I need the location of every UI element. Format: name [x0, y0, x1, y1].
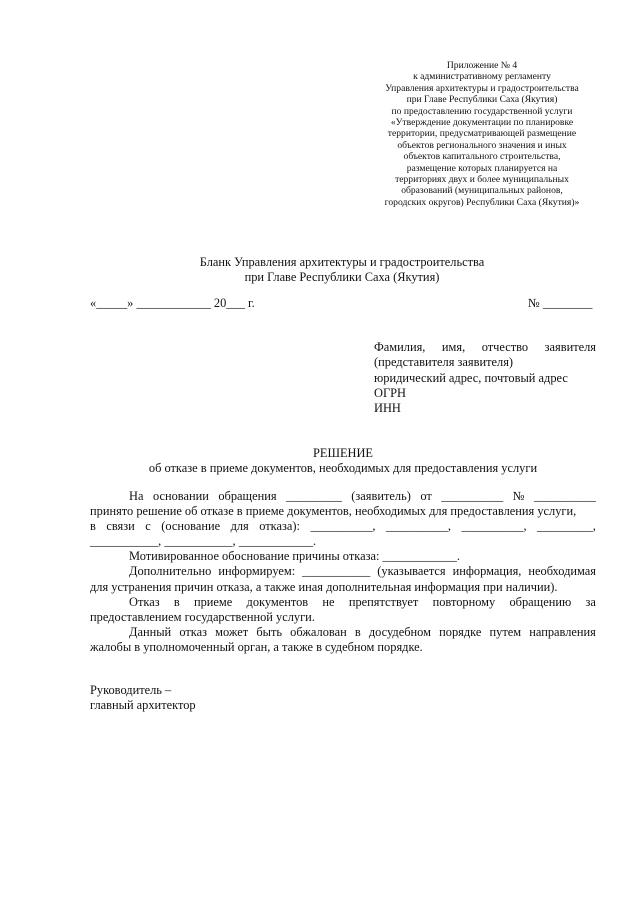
paragraph-1-line-4: ___________, ___________, ____________.	[90, 534, 317, 549]
word: __________	[441, 489, 504, 503]
appendix-line: Управления архитектуры и градостроительства	[385, 82, 579, 94]
word: (указывается	[377, 564, 446, 579]
signature-block	[90, 683, 196, 714]
paragraph-1-line-1	[90, 489, 596, 504]
word: связи	[106, 519, 135, 534]
word: _________	[286, 489, 342, 503]
word: __________	[534, 489, 596, 503]
appendix-line: образований (муниципальных районов,	[401, 185, 563, 197]
decision-subtitle: об отказе в приеме документов, необходимых для предоставления услуги	[148, 461, 538, 475]
word: не	[322, 594, 335, 609]
paragraph-3-line-2: для устранения причин отказа, а также иная дополнительная информация при наличии).	[90, 579, 558, 594]
word: от	[420, 489, 432, 503]
word: обжалован	[290, 624, 347, 639]
word: препятствует	[348, 594, 419, 609]
paragraph-4-line-2: предоставлением государственной услуги.	[90, 609, 315, 624]
signature-title: Руководитель –	[90, 683, 172, 697]
appendix-line: Приложение № 4	[446, 60, 518, 71]
date-field: «_____» ____________ 20___ г.	[90, 296, 255, 310]
applicant-block	[374, 340, 596, 416]
applicant-word: имя,	[441, 340, 466, 354]
appendix-line: объектов регионального значения и иных	[397, 139, 567, 151]
word: повторному	[432, 594, 496, 609]
appendix-line: территории, предусматривающей размещение	[387, 128, 577, 140]
applicant-address: юридический адрес, почтовый адрес	[374, 370, 568, 385]
word: информируем:	[218, 564, 296, 579]
word: с	[145, 519, 151, 534]
word: основании	[152, 489, 209, 503]
word: __________,	[461, 519, 527, 534]
appendix-line: городских округов) Республики Саха (Якутия)»	[384, 196, 580, 208]
document-number-field: № ________	[528, 296, 593, 310]
word: в	[173, 594, 180, 609]
word: информация,	[452, 564, 522, 579]
letterhead-line: Бланк Управления архитектуры и градостроительства	[199, 255, 485, 269]
word: быть	[256, 624, 283, 639]
applicant-word: Фамилия,	[374, 340, 426, 354]
appendix-line: объектов капитального строительства,	[403, 151, 561, 163]
applicant-word: отчество	[481, 340, 529, 354]
word: в	[354, 624, 361, 639]
appendix-line: при Главе Республики Саха (Якутия)	[406, 94, 558, 106]
applicant-inn: ИНН	[374, 401, 401, 416]
appendix-line: «Утверждение документации по планировке	[390, 117, 574, 129]
word: для	[230, 519, 249, 534]
word: (заявитель)	[351, 489, 411, 503]
signature-position: главный архитектор	[90, 698, 196, 713]
word: №	[512, 489, 525, 503]
word: обращению	[509, 594, 572, 609]
decision-heading	[90, 446, 596, 476]
word: путем	[489, 624, 522, 639]
paragraph-2: Мотивированное обоснование причины отказа: ____________.	[129, 549, 460, 564]
applicant-word: заявителя	[544, 340, 596, 354]
word: приеме	[193, 594, 233, 609]
appendix-line: территориях двух и более муниципальных	[395, 174, 569, 186]
letterhead-line: при Главе Республики Саха (Якутия)	[244, 270, 440, 284]
word: за	[585, 594, 596, 609]
word: На	[129, 489, 144, 503]
word: направления	[529, 624, 596, 639]
word: обращения	[218, 489, 277, 503]
word: может	[215, 624, 249, 639]
word: досудебном	[368, 624, 431, 639]
word: _________,	[537, 519, 596, 534]
word: __________,	[385, 519, 452, 534]
appendix-line: по предоставлению государственной услуги	[391, 105, 573, 117]
paragraph-3-line-1	[90, 564, 596, 579]
word: Отказ	[129, 594, 160, 609]
word: отказа):	[259, 519, 300, 534]
word: (основание	[161, 519, 221, 534]
decision-title: РЕШЕНИЕ	[313, 446, 373, 460]
appendix-line: размещение которых планируется на	[406, 162, 558, 174]
letterhead-title	[120, 255, 564, 285]
applicant-representative: (представителя заявителя)	[374, 355, 514, 370]
applicant-name-line	[374, 340, 596, 355]
word: Дополнительно	[129, 564, 212, 579]
paragraph-4-line-1	[90, 595, 596, 610]
applicant-ogrn: ОГРН	[374, 385, 406, 400]
paragraph-5-line-1	[90, 625, 596, 640]
decision-body	[90, 489, 596, 655]
word: порядке	[439, 624, 482, 639]
appendix-line: к административному регламенту	[413, 71, 551, 83]
appendix-header	[360, 60, 604, 208]
word: в	[90, 519, 96, 534]
paragraph-5-line-2: жалобы в уполномоченный орган, а также в судебном порядке.	[90, 639, 423, 654]
word: Данный	[129, 624, 172, 639]
word: отказ	[179, 624, 207, 639]
word: ___________	[302, 564, 371, 579]
word: документов	[246, 594, 309, 609]
word: необходимая	[528, 564, 596, 579]
paragraph-1-line-2: принято решение об отказе в приеме документов, необходимых для предоставления услуги,	[90, 504, 577, 519]
paragraph-1-line-3	[90, 519, 596, 534]
word: __________,	[310, 519, 376, 534]
